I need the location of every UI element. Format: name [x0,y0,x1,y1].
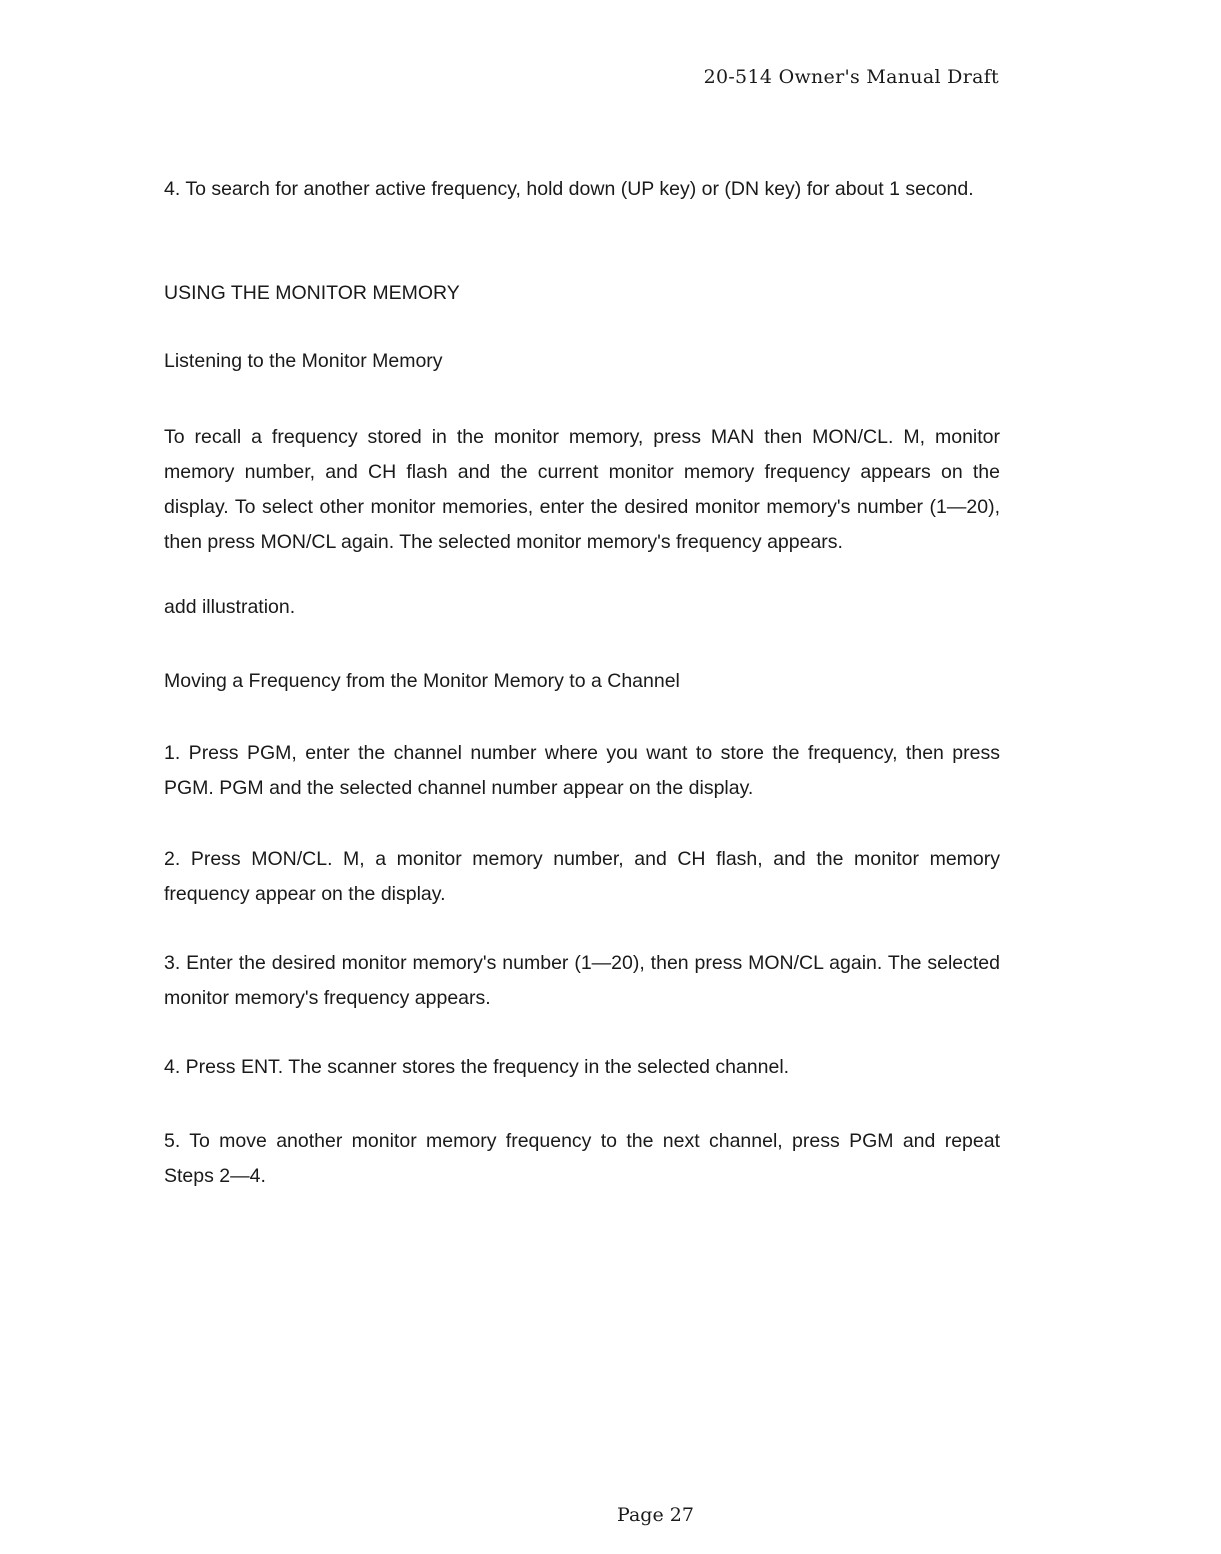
recall-paragraph: To recall a frequency stored in the monitor memory, press MAN then MON/CL. M, monitor memory number, and CH flash and the current monitor memory frequency appears on the display. To select other monitor memories, enter the desired monitor memory's number (1—20), then press MON/CL again. The selected monitor memory's frequency appears. [164,426,1000,553]
step-1-paragraph: 1. Press PGM, enter the channel number where you want to store the frequency, then press PGM. PGM and the selected channel number appear on the display. [164,742,1000,799]
step-3-paragraph: 3. Enter the desired monitor memory's number (1—20), then press MON/CL again. The selected monitor memory's frequency appears. [164,952,1000,1009]
subheading-moving: Moving a Frequency from the Monitor Memory to a Channel [164,670,680,692]
illustration-note: add illustration. [164,596,296,618]
document-header-title: 20-514 Owner's Manual Draft [703,66,999,88]
step-4-search-paragraph: 4. To search for another active frequency, hold down (UP key) or (DN key) for about 1 second. [164,178,974,200]
page-number: Page 27 [617,1504,694,1526]
step-2-paragraph: 2. Press MON/CL. M, a monitor memory number, and CH flash, and the monitor memory frequency appear on the display. [164,848,1000,905]
step-5-paragraph: 5. To move another monitor memory frequency to the next channel, press PGM and repeat Steps 2—4. [164,1130,1000,1187]
section-heading: USING THE MONITOR MEMORY [164,282,460,304]
step-4-paragraph: 4. Press ENT. The scanner stores the frequency in the selected channel. [164,1056,790,1078]
subheading-listening: Listening to the Monitor Memory [164,350,443,372]
